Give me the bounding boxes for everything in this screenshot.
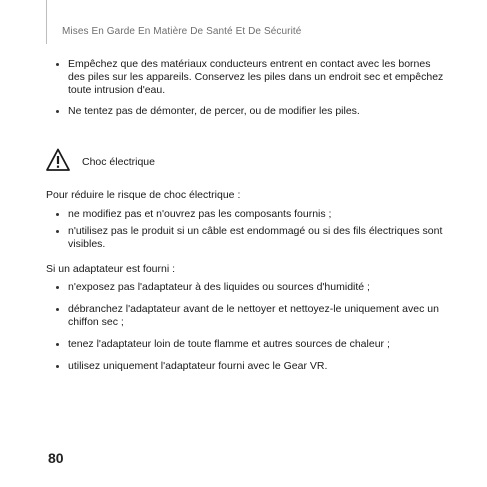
list-item	[56, 208, 446, 221]
list-item	[56, 303, 451, 329]
section-intro: Pour réduire le risque de choc électrique :	[46, 189, 241, 201]
list-item	[56, 338, 451, 351]
list-item	[56, 225, 446, 251]
bullet-dot	[56, 230, 59, 233]
bullet-text: débranchez l'adaptateur avant de le nettoyer et nettoyez-le uniquement avec un chiffon sec ;	[68, 303, 439, 328]
bullet-text: n'utilisez pas le produit si un câble est endommagé ou si des fils électriques sont visibles.	[68, 225, 443, 250]
bullet-dot	[56, 213, 59, 216]
warning-title: Choc électrique	[82, 156, 155, 168]
battery-bullets	[56, 58, 446, 126]
bullet-dot	[56, 63, 59, 66]
section-intro: Si un adaptateur est fourni :	[46, 263, 175, 275]
header-divider	[46, 0, 47, 44]
bullet-dot	[56, 110, 59, 113]
bullet-dot	[56, 286, 59, 289]
bullet-text: ne modifiez pas et n'ouvrez pas les composants fournis ;	[68, 208, 332, 220]
list-item	[56, 360, 451, 373]
bullet-text: n'exposez pas l'adaptateur à des liquides ou sources d'humidité ;	[68, 281, 370, 293]
bullet-text: utilisez uniquement l'adaptateur fourni avec le Gear VR.	[68, 360, 328, 372]
warning-triangle-icon	[46, 148, 70, 172]
bullet-text: Empêchez que des matériaux conducteurs entrent en contact avec les bornes des piles sur les appareils. Conservez les piles dans un endroit sec et empêchez toute intrusion d'eau.	[68, 58, 444, 96]
adapter-bullets	[56, 281, 451, 382]
bullet-text: tenez l'adaptateur loin de toute flamme et autres sources de chaleur ;	[68, 338, 390, 350]
bullet-dot	[56, 365, 59, 368]
page-number: 80	[48, 450, 64, 466]
list-item	[56, 281, 451, 294]
bullet-text: Ne tentez pas de démonter, de percer, ou de modifier les piles.	[68, 105, 360, 117]
bullet-dot	[56, 343, 59, 346]
list-item	[56, 58, 446, 97]
bullet-dot	[56, 308, 59, 311]
shock-bullets	[56, 208, 446, 255]
list-item	[56, 105, 446, 118]
page-header: Mises En Garde En Matière De Santé Et De Sécurité	[62, 26, 302, 37]
